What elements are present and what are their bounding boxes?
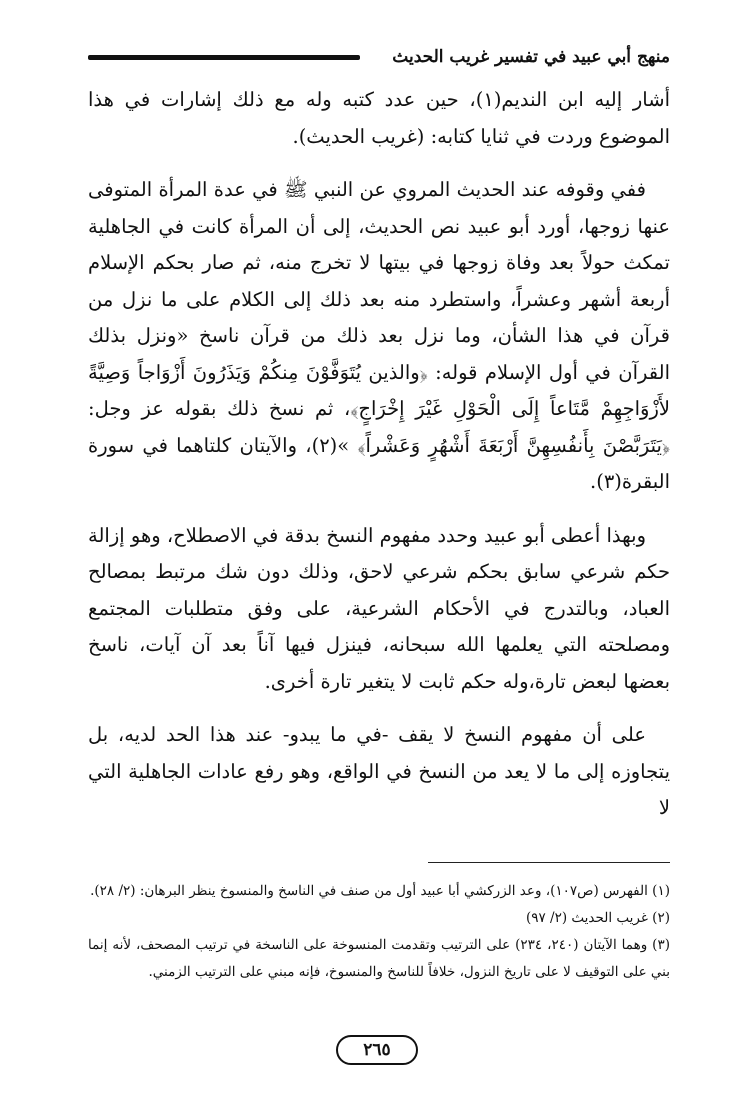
main-text (88, 82, 670, 827)
page-number: ٢٦٥ (363, 1039, 391, 1060)
footnote: (٣) وهما الآيتان (٢٤٠، ٢٣٤) على الترتيب وتقدمت المنسوخة على الناسخة في ترتيب المصحف، لأنه إنما بني على التوقيف لا على تاريخ النزول، خلافاً للناسخ والمنسوخ، فإنه مبني على الترتيب الزمني. (88, 937, 670, 980)
header-rule (88, 55, 360, 60)
paragraph: وبهذا أعطى أبو عبيد وحدد مفهوم النسخ بدقة في الاصطلاح، وهو إزالة حكم شرعي سابق بحكم شرعي لاحق، وذلك دون شك مرتبط بمصالح العباد، وبالتدرج في الأحكام الشرعية، على وفق متطلبات المجتمع ومصلحته التي يعلمها الله سبحانه، فينزل فيها آناً بعد آن آيات، ناسخ بعضها لبعض تارة،وله حكم ثابت لا يتغير تارة أخرى. (88, 523, 670, 693)
paragraph: على أن مفهوم النسخ لا يقف -في ما يبدو- عند هذا الحد لديه، بل يتجاوزه إلى ما لا يعد من النسخ في الواقع، وهو رفع عادات الجاهلية التي لا (88, 723, 670, 819)
paragraph: أشار إليه ابن النديم(١)، حين عدد كتبه وله مع ذلك إشارات في هذا الموضوع وردت في ثنايا كتابه: (غريب الحديث). (88, 88, 670, 148)
paragraph: ففي وقوفه عند الحديث المروي عن النبي ﷺ في عدة المرأة المتوفى عنها زوجها، أورد أبو عبيد نص الحديث، إلى أن المرأة كانت في الجاهلية تمكث حولاً بعد وفاة زوجها في بيتها لا تخرج منه، ثم صار بحكم الإسلام أربعة أشهر وعشراً، واستطرد منه بعد ذلك إلى الكلام على ما نزل من قرآن في هذا الشأن، وما نزل بعد ذلك من قرآن ناسخ «ونزل بذلك القرآن في أول الإسلام قوله: ﴿والذين يُتَوَفَّوْنَ مِنكُمْ وَيَذَرُونَ أَزْوَاجاً وَصِيَّةً لأَزْوَاجِهِمْ مَّتَاعاً إِلَى الْحَوْلِ غَيْرَ إِخْرَاجٍ﴾، ثم نسخ ذلك بقوله عز وجل: ﴿يَتَرَبَّصْنَ بِأَنفُسِهِنَّ أَرْبَعَةَ أَشْهُرٍ وَعَشْراً﴾ »(٢)، والآيتان كلتاهما في سورة البقرة(٣). (88, 178, 670, 493)
running-header-title: منهج أبي عبيد في تفسير غريب الحديث (392, 47, 670, 67)
footnote: (١) الفهرس (ص١٠٧)، وعد الزركشي أبا عبيد أول من صنف في الناسخ والمنسوخ ينظر البرهان: (٢/ ٢٨). (90, 883, 670, 899)
footnote: (٢) غريب الحديث (٢/ ٩٧) (525, 910, 670, 926)
page-number-frame (336, 1035, 418, 1065)
footnote-separator (428, 862, 670, 863)
footnotes (88, 878, 670, 986)
running-header (88, 42, 670, 72)
